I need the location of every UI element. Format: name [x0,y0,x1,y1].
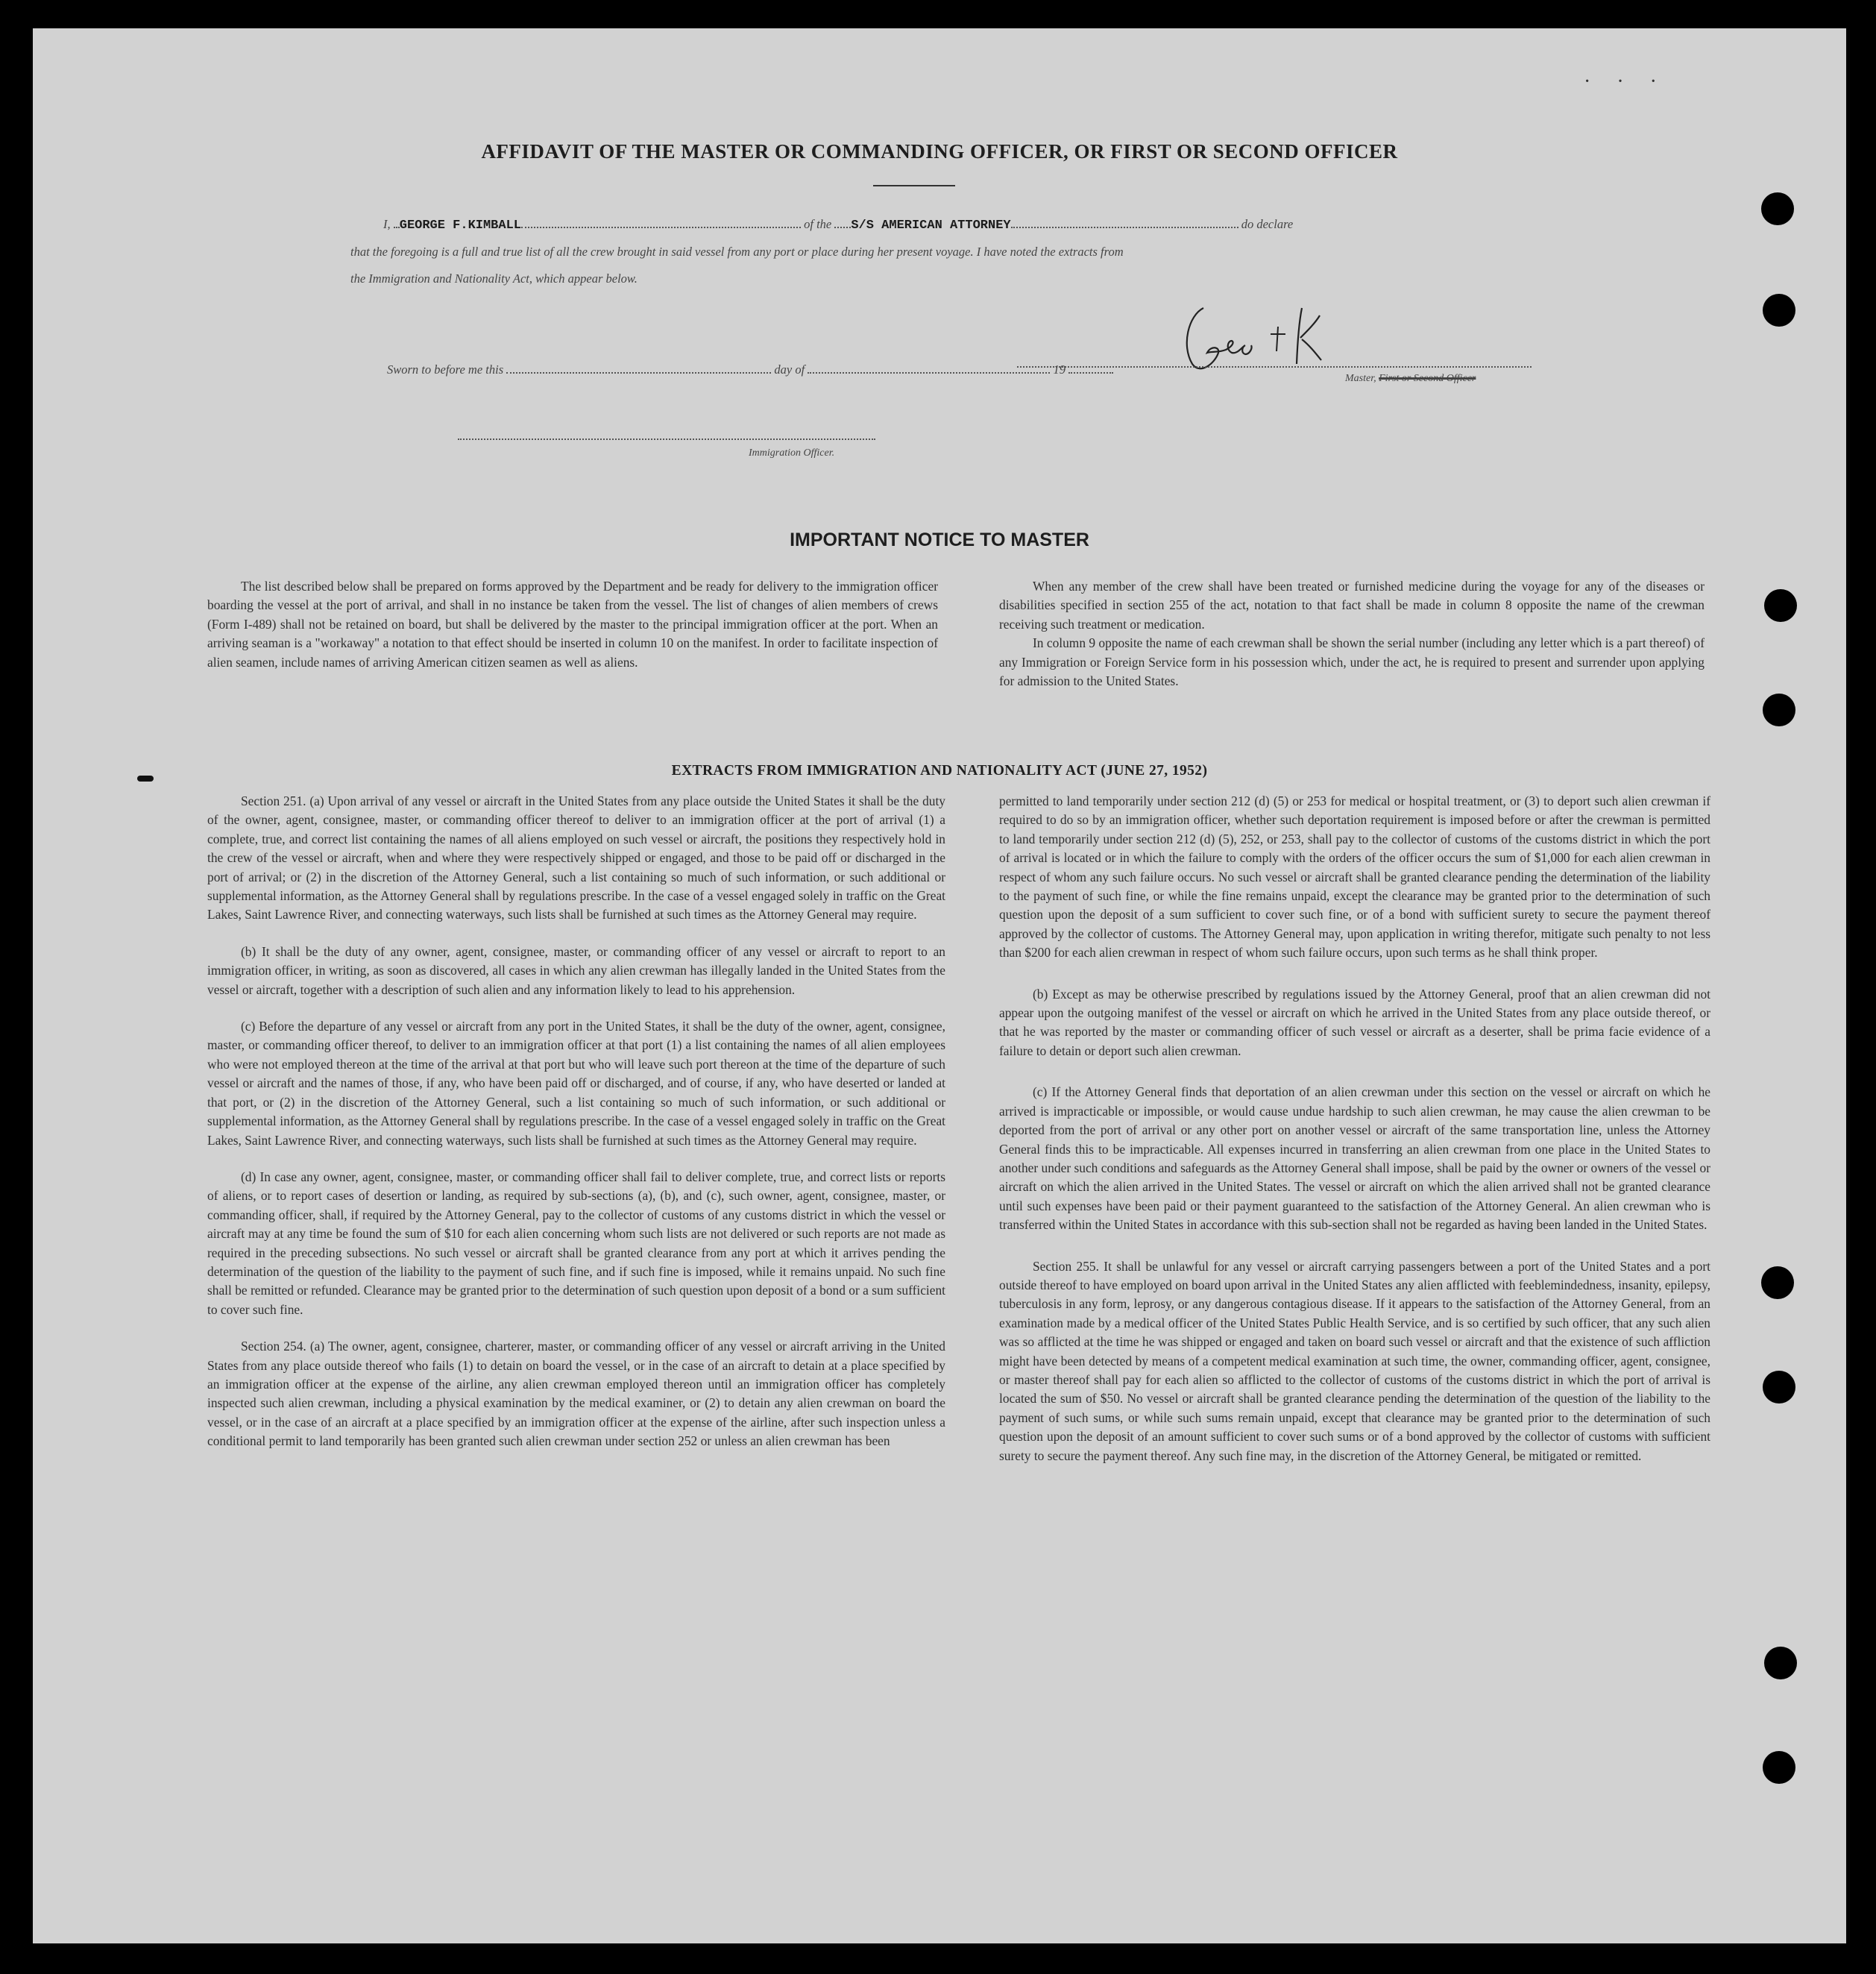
struck-officer-label: First or Second Officer [1379,373,1476,384]
title-rule [873,185,955,186]
binder-hole-6 [1763,1371,1795,1404]
section-254a: Section 254. (a) The owner, agent, consignee, charterer, master, or commanding officer of any vessel or aircraft arriving in the United States from any place outside thereof who fails (1) to detain on board the vessel, or in the case of an aircraft to detain at a place specified by an immigration officer at the expense of the airline, any alien crewman employed thereon until an immigration officer has completely inspected such alien crewman, including a physical examination by the medical examiner, or (2) to detain any alien crewman on board the vessel, or in the case of an aircraft at a place specified by an immigration officer at the expense of the airline, after such inspection unless a conditional permit to land temporarily has been granted such alien crewman under section 252 or unless an alien crewman has been [207,1339,945,1449]
notice-right-paragraph-1: When any member of the crew shall have been treated or furnished medicine during the voyage for any of the diseases or disabilities specified in section 255 of the act, notation to that fact shall be made in column 8 opposite the name of the crewman receiving such treatment or medication. [999,579,1705,632]
section-251b: (b) It shall be the duty of any owner, agent, consignee, master, or commanding officer of any vessel or aircraft to report to an immigration officer, in writing, as soon as discovered, all cases in which any alien crewman has illegally landed in the United States from the vessel or aircraft, together with a description of such alien and any information likely to lead to his apprehension. [207,943,945,997]
affidavit-title: AFFIDAVIT OF THE MASTER OR COMMANDING OFFICER, OR FIRST OR SECOND OFFICER [481,140,1398,163]
extracts-right-column [999,792,1710,1465]
sworn-label: Sworn to before me this [387,362,504,377]
section-255: Section 255. It shall be unlawful for any vessel or aircraft carrying passengers between a port of the United States and a port outside thereof to have employed on board upon arrival in the United States any alien afflicted with feeblemindedness, insanity, epilepsy, tuberculosis in any form, leprosy, or any dangerous contagious disease. If it appears to the satisfaction of the Attorney General, from an examination made by a medical officer of the United States Public Health Service, and is so certified by such officer, that any such alien was so afflicted at the time he was shipped or engaged and taken on board such vessel or aircraft and that the existence of such affliction might have been detected by means of a competent medical examination at such time, the owner, commanding officer, agent, consignee, or master thereof shall pay for each alien so afflicted to the collector of customs of the customs district in which the port of arrival is located the sum of $50. No vessel or aircraft shall be granted clearance pending the determination of the question of the liability to the payment of such sums, or while such sums remain unpaid, except that clearance may be granted prior to the determination of such question upon the deposit of an amount sufficient to cover such sums or of a bond approved by the collector of customs with sufficient surety to secure the payment thereof. Any such fine may, in the discretion of the Attorney General, be mitigated or remitted. [999,1258,1710,1463]
extracts-left-column [207,792,945,1451]
section-251d: (d) In case any owner, agent, consignee, master, or commanding officer shall fail to deliver complete, true, and correct lists or reports of aliens, or to report cases of desertion or landing, as required by sub-sections (a), (b), and (c), such owner, agent, consignee, master, or commanding officer, shall, if required by the Attorney General, pay to the collector of customs of any customs district in which the vessel or aircraft may at any time be found the sum of $10 for each alien concerning whom such lists are not delivered or such reports are not made as required in the preceding subsections. No such vessel or aircraft shall be granted clearance from any port at which it arrives pending the determination of the question of the liability to the payment of such fine, and if such fine is imposed, while it remains unpaid. No such fine shall be remitted or refunded. Clearance may be granted prior to the determination of such question upon deposit of a bond or a sum sufficient to cover such fine. [207,1169,945,1317]
binder-hole-2 [1763,294,1795,327]
notice-left-column [207,577,938,672]
section-254a-continued: permitted to land temporarily under section 212 (d) (5) or 253 for medical or hospital treatment, or (3) to deport such alien crewman if required to do so by an immigration officer, whether such deportation requirement is imposed before or after the crewman is permitted to land temporarily under section 212 (d) (5), 252, or 253, shall pay to the collector of customs of the customs district in which the port of arrival is located or in which the failure to comply with the orders of the officer occurs the sum of $1,000 for each alien crewman in respect of whom any such failure occurs. No such vessel or aircraft shall be granted clearance pending the determination of the liability to the payment of such fine, or while the fine remains unpaid, except the clearance may be granted prior to the determination of such question upon the deposit of a sum sufficient to cover such fine, or of a bond with sufficient surety to secure the payment thereof approved by the collector of customs. The Attorney General may, upon application in writing therefor, mitigate such penalty to not less than $200 for each alien crewman in respect of whom such failure occurs, upon such terms as he shall think proper. [999,793,1710,961]
binder-hole-1 [1761,192,1794,225]
scan-specks: · · · [1584,70,1667,93]
immigration-officer-label: Immigration Officer. [749,447,835,459]
section-254b: (b) Except as may be otherwise prescribed by regulations issued by the Attorney General, proof that an alien crewman did not appear upon the outgoing manifest of the vessel or aircraft on which he arrived in the United States from any place outside thereof, or that he was reported by the master or commanding officer of such vessel or aircraft as a deserter, shall be prima facie evidence of a failure to detain or deport such alien crewman. [999,986,1710,1058]
i-label: I, [383,217,391,231]
notice-left-paragraph: The list described below shall be prepared on forms approved by the Department and be ready for delivery to the immigration officer boarding the vessel at the port of arrival, and shall in no instance be taken from the vessel. The list of changes of alien members of crews (Form I-489) shall not be retained on board, but shall be delivered by the master to the principal immigration officer at the port. When an arriving seaman is a "workaway" a notation to that effect should be inserted in column 10 on the manifest. In order to facilitate inspection of alien seamen, include names of arriving American citizen seamen as well as aliens. [207,579,938,670]
section-251c: (c) Before the departure of any vessel or aircraft from any port in the United States, it shall be the duty of the owner, agent, consignee, master, or commanding officer thereof, to deliver to an immigration officer at that port (1) a list containing the names of all alien employees who were not employed thereon at the time of the arrival at that port but who will leave such port thereon at the time of the departure of such vessel or aircraft and the names of those, if any, who have been paid off or discharged, and of course, if any, who have deserted or landed at that port, or (2) in the discretion of the Attorney General, such a list containing so much of such information, or such additional or supplemental information, as the Attorney General shall by regulations prescribe. In the case of a vessel engaged solely in traffic on the Great Lakes, Saint Lawrence River, and connecting waterways, such lists shall be furnished at such times as the Attorney General may require. [207,1019,945,1148]
declaration-line-2: that the foregoing is a full and true list of all the crew brought in said vessel from any port or place during her present voyage. I have noted the extracts from [350,245,1124,259]
master-name-field: GEORGE F.KIMBALL [399,219,521,233]
document-page [33,28,1846,1943]
section-251a: Section 251. (a) Upon arrival of any vessel or aircraft in the United States from any place outside the United States it shall be the duty of the owner, agent, consignee, master, or commanding officer thereof to deliver to an immigration officer at the port of arrival (1) a complete, true, and correct list containing the names of all aliens employed on such vessel or aircraft, the positions they respectively hold in the crew of the vessel or aircraft, when and where they were respectively shipped or engaged, and those to be paid off or discharged in the port of arrival; or (2) in the discretion of the Attorney General, such a list containing so much of such information, or such additional or supplemental information, as the Attorney General shall by regulations prescribe. In the case of a vessel engaged solely in traffic on the Great Lakes, Saint Lawrence River, and connecting waterways, such lists shall be furnished at such times as the Attorney General may require. [207,793,945,922]
immigration-officer-line [458,439,875,440]
notice-right-paragraph-2: In column 9 opposite the name of each crewman shall be shown the serial number (including any letter which is a part thereof) of any Immigration or Foreign Service form in his possession which, under the act, he is required to present and surrender upon applying for admission to the United States. [999,635,1705,689]
section-254c: (c) If the Attorney General finds that deportation of an alien crewman under this section on the vessel or aircraft on which he arrived is impracticable or impossible, or would cause undue hardship to such alien crewman, he may cause the alien crewman to be deported from the port of arrival or any other port on another vessel or aircraft of the same transportation line, unless the Attorney General finds this to be impracticable. All expenses incurred in transferring an alien crewman from one place in the United States to another under such conditions and safeguards as the Attorney General shall impose, shall be paid by the owner or owners of the vessel or aircraft on which the alien arrived in the United States. The vessel or aircraft on which the alien arrived shall not be granted clearance until such expenses have been paid or their payment guaranteed to the satisfaction of the Attorney General. An alien crewman who is transferred within the United States in accordance with this sub-section shall not be regarded as having been landed in the United States. [999,1084,1710,1233]
binder-hole-7 [1764,1647,1797,1679]
binder-hole-8 [1763,1751,1795,1784]
notice-heading: IMPORTANT NOTICE TO MASTER [790,529,1089,550]
day-of-label: day of [774,362,805,377]
binder-hole-3 [1764,589,1797,622]
vessel-name-field: S/S AMERICAN ATTORNEY [851,219,1011,233]
declaration-line-3: the Immigration and Nationality Act, which appear below. [350,271,638,286]
notice-right-column [999,577,1705,691]
of-the-label: of the [804,217,832,231]
master-signature [1174,293,1338,383]
do-declare-label: do declare [1241,217,1294,231]
year-label: 19 [1053,362,1066,377]
signature-caption [1345,373,1476,385]
binder-hole-5 [1761,1266,1794,1299]
declaration-line-1 [383,217,1293,233]
binder-hole-4 [1763,694,1795,726]
extracts-heading: EXTRACTS FROM IMMIGRATION AND NATIONALITY ACT (JUNE 27, 1952) [671,763,1208,779]
sworn-line [387,362,1113,377]
master-label: Master, [1345,373,1376,384]
